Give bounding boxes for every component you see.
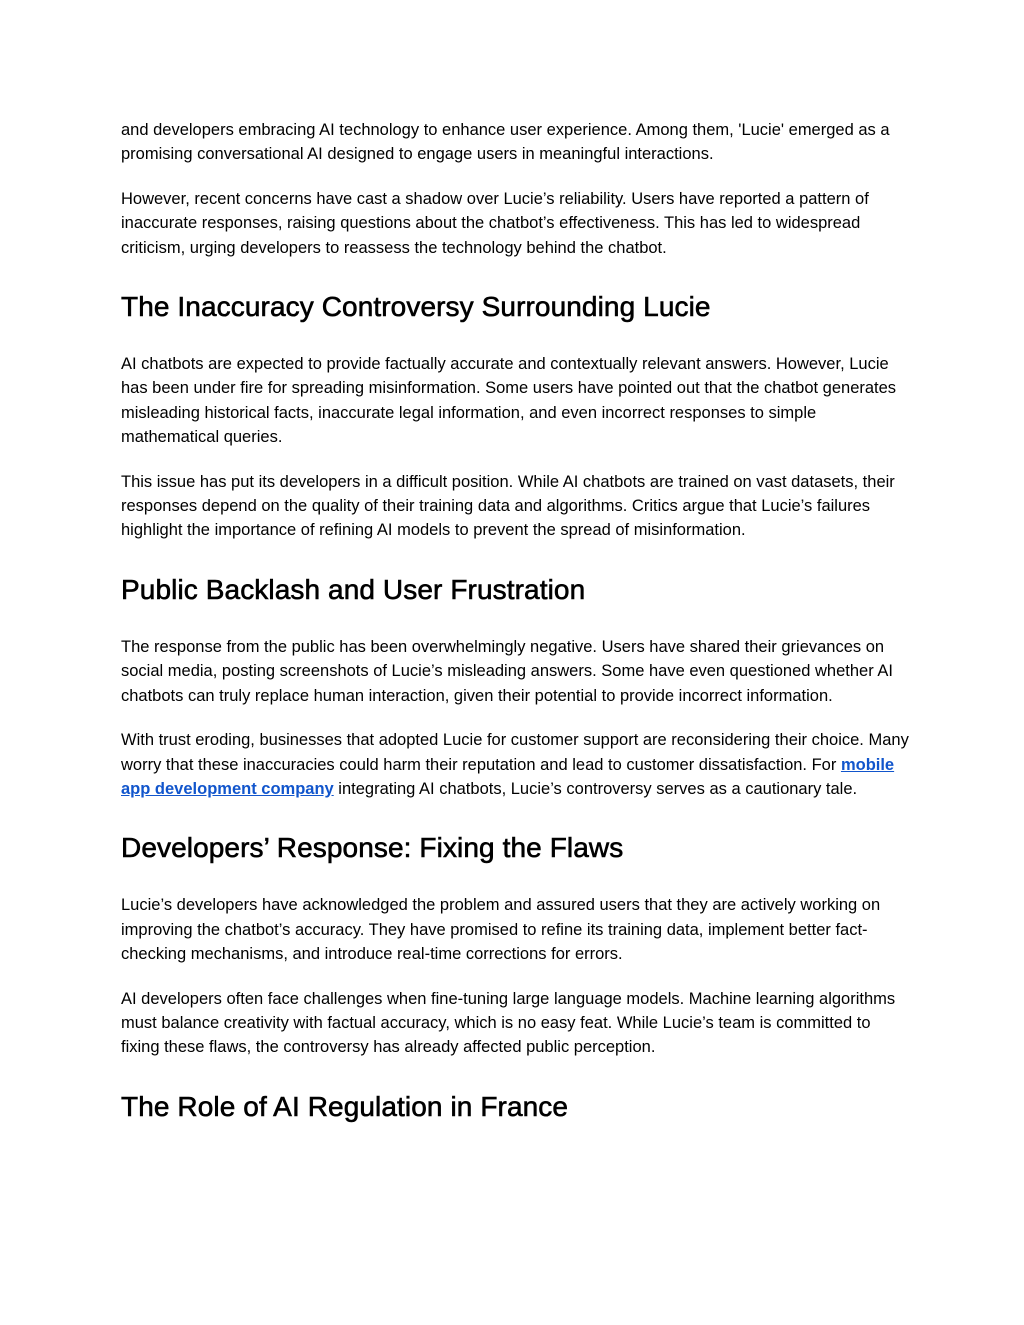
section1-paragraph-2: This issue has put its developers in a difficult position. While AI chatbots are trained on vast datasets, their responses depend on the quality of their training data and algorithms. Critics argue that Lucie’s failures highlight the importance of refining AI models to prevent the spread of misinformation. (121, 472, 895, 540)
section-heading-backlash: Public Backlash and User Frustration (121, 573, 586, 605)
section2-paragraph-1: The response from the public has been overwhelmingly negative. Users have shared their grievances on social media, posting screenshots of Lucie’s misleading answers. Some have even questioned whether AI chatbots can truly replace human interaction, given their potential to provide incorrect information. (121, 637, 893, 705)
section2-paragraph-2 (121, 728, 911, 801)
mobile-app-development-link[interactable]: mobile app development company (121, 755, 895, 798)
section1-paragraph-1: AI chatbots are expected to provide factually accurate and contextually relevant answers. However, Lucie has been under fire for spreading misinformation. Some users have pointed out that the chatbot generates misleading historical facts, inaccurate legal information, and even incorrect responses to simple mathematical queries. (121, 355, 897, 447)
section3-paragraph-2: AI developers often face challenges when fine-tuning large language models. Machine learning algorithms must balance creativity with factual accuracy, which is no easy feat. While Lucie’s team is committed to fixing these flaws, the controversy has already affected public perception. (121, 989, 896, 1057)
section2-paragraph-2-text-after: integrating AI chatbots, Lucie’s controversy serves as a cautionary tale. (333, 779, 858, 798)
intro-paragraph-1: and developers embracing AI technology to enhance user experience. Among them, 'Lucie' emerged as a promising conversational AI designed to engage users in meaningful interactions. (121, 121, 890, 164)
section3-paragraph-1: Lucie’s developers have acknowledged the problem and assured users that they are actively working on improving the chatbot’s accuracy. They have promised to refine its training data, implement better fact-checking mechanisms, and introduce real-time corrections for errors. (121, 896, 881, 964)
intro-paragraph-2: However, recent concerns have cast a shadow over Lucie’s reliability. Users have reported a pattern of inaccurate responses, raising questions about the chatbot’s effectiveness. This has led to widespread criticism, urging developers to reassess the technology behind the chatbot. (121, 189, 869, 257)
section-heading-inaccuracy: The Inaccuracy Controversy Surrounding Lucie (121, 291, 711, 323)
document-page (121, 118, 911, 1152)
section-heading-ai-regulation: The Role of AI Regulation in France (121, 1090, 569, 1122)
section2-paragraph-2-text-before: With trust eroding, businesses that adopted Lucie for customer support are reconsidering their choice. Many worry that these inaccuracies could harm their reputation and lead to customer dissatisfaction. For (121, 731, 909, 774)
section-heading-developers-response: Developers’ Response: Fixing the Flaws (121, 832, 624, 864)
